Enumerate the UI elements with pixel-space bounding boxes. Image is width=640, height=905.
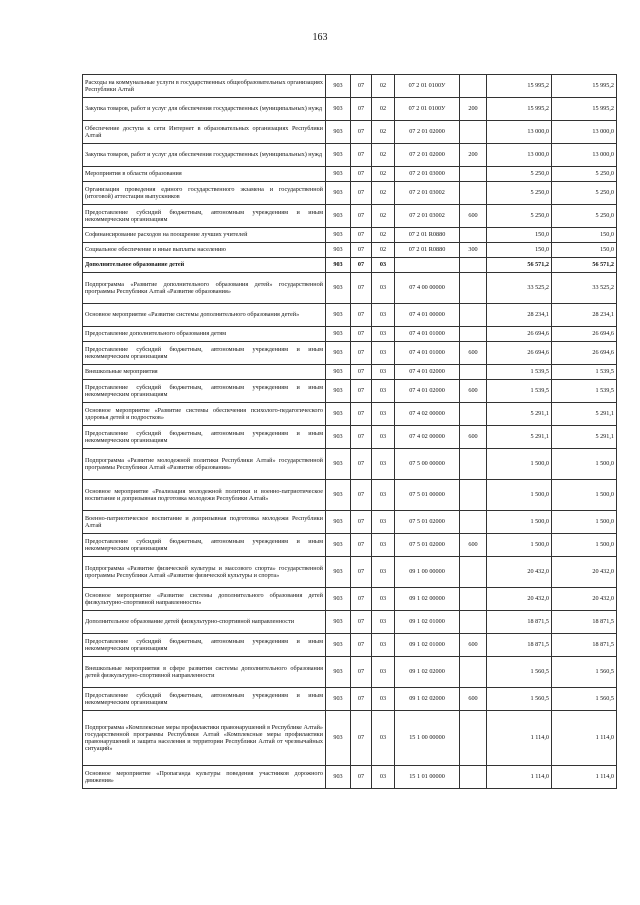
sum-year-1-cell: 15 995,2 xyxy=(487,75,552,98)
subsection-code-cell: 02 xyxy=(372,75,395,98)
grbs-code-cell: 903 xyxy=(326,711,351,766)
grbs-code-cell: 903 xyxy=(326,258,351,273)
expense-type-cell xyxy=(460,273,487,304)
subsection-code-cell: 03 xyxy=(372,480,395,511)
sum-year-2-cell: 20 432,0 xyxy=(552,588,617,611)
grbs-code-cell: 903 xyxy=(326,534,351,557)
sum-year-2-cell: 1 560,5 xyxy=(552,688,617,711)
grbs-code-cell: 903 xyxy=(326,766,351,789)
target-article-cell: 07 2 01 0100У xyxy=(395,98,460,121)
sum-year-2-cell: 26 694,6 xyxy=(552,327,617,342)
target-article-cell xyxy=(395,258,460,273)
subsection-code-cell: 03 xyxy=(372,534,395,557)
sum-year-1-cell: 5 250,0 xyxy=(487,205,552,228)
sum-year-2-cell: 18 871,5 xyxy=(552,634,617,657)
sum-year-1-cell: 1 500,0 xyxy=(487,534,552,557)
expense-type-cell xyxy=(460,228,487,243)
grbs-code-cell: 903 xyxy=(326,75,351,98)
expense-type-cell: 600 xyxy=(460,688,487,711)
sum-year-1-cell: 18 871,5 xyxy=(487,634,552,657)
section-code-cell: 07 xyxy=(351,657,372,688)
expense-type-cell xyxy=(460,327,487,342)
target-article-cell: 07 5 00 00000 xyxy=(395,449,460,480)
sum-year-2-cell: 1 500,0 xyxy=(552,534,617,557)
row-name-cell: Военно-патриотическое воспитание и допризывная подготовка молодежи Республики Алтай xyxy=(83,511,326,534)
table-row xyxy=(83,167,617,182)
row-name-cell: Предоставление субсидий бюджетным, автономным учреждениям и иным некоммерческим организациям xyxy=(83,688,326,711)
grbs-code-cell: 903 xyxy=(326,511,351,534)
target-article-cell: 09 1 02 00000 xyxy=(395,588,460,611)
table-row xyxy=(83,182,617,205)
subsection-code-cell: 03 xyxy=(372,449,395,480)
section-code-cell: 07 xyxy=(351,304,372,327)
sum-year-1-cell: 5 291,1 xyxy=(487,426,552,449)
expense-type-cell xyxy=(460,480,487,511)
grbs-code-cell: 903 xyxy=(326,557,351,588)
target-article-cell: 07 5 01 02000 xyxy=(395,534,460,557)
expense-type-cell xyxy=(460,258,487,273)
sum-year-2-cell: 1 560,5 xyxy=(552,657,617,688)
target-article-cell: 07 2 01 R0880 xyxy=(395,228,460,243)
row-name-cell: Основное мероприятие «Реализация молодежной политики и военно-патриотическое воспитание и допризывная подготовка молодежи Республики Алтай» xyxy=(83,480,326,511)
grbs-code-cell: 903 xyxy=(326,403,351,426)
section-code-cell: 07 xyxy=(351,182,372,205)
target-article-cell: 07 5 01 02000 xyxy=(395,511,460,534)
row-name-cell: Мероприятия в области образования xyxy=(83,167,326,182)
expense-type-cell xyxy=(460,121,487,144)
sum-year-1-cell: 18 871,5 xyxy=(487,611,552,634)
sum-year-1-cell: 26 694,6 xyxy=(487,327,552,342)
sum-year-2-cell: 1 500,0 xyxy=(552,480,617,511)
subsection-code-cell: 02 xyxy=(372,228,395,243)
target-article-cell: 09 1 02 02000 xyxy=(395,657,460,688)
section-code-cell: 07 xyxy=(351,243,372,258)
expense-type-cell xyxy=(460,766,487,789)
table-row xyxy=(83,711,617,766)
target-article-cell: 07 2 01 03000 xyxy=(395,167,460,182)
table-row xyxy=(83,273,617,304)
table-row xyxy=(83,144,617,167)
subsection-code-cell: 03 xyxy=(372,688,395,711)
section-code-cell: 07 xyxy=(351,426,372,449)
section-code-cell: 07 xyxy=(351,365,372,380)
expense-type-cell xyxy=(460,75,487,98)
grbs-code-cell: 903 xyxy=(326,426,351,449)
row-name-cell: Софинансирование расходов на поощрение лучших учителей xyxy=(83,228,326,243)
section-code-cell: 07 xyxy=(351,258,372,273)
sum-year-1-cell: 33 525,2 xyxy=(487,273,552,304)
expense-type-cell: 600 xyxy=(460,342,487,365)
subsection-code-cell: 03 xyxy=(372,342,395,365)
target-article-cell: 07 2 01 03002 xyxy=(395,205,460,228)
page-number: 163 xyxy=(312,32,328,43)
sum-year-2-cell: 5 250,0 xyxy=(552,167,617,182)
subsection-code-cell: 03 xyxy=(372,657,395,688)
subsection-code-cell: 02 xyxy=(372,167,395,182)
subsection-code-cell: 02 xyxy=(372,121,395,144)
grbs-code-cell: 903 xyxy=(326,688,351,711)
section-code-cell: 07 xyxy=(351,511,372,534)
section-code-cell: 07 xyxy=(351,342,372,365)
table-row xyxy=(83,426,617,449)
budget-table-body xyxy=(83,75,617,789)
table-row xyxy=(83,304,617,327)
table-row xyxy=(83,98,617,121)
table-row xyxy=(83,342,617,365)
subsection-code-cell: 03 xyxy=(372,304,395,327)
row-name-cell: Предоставление субсидий бюджетным, автономным учреждениям и иным некоммерческим организациям xyxy=(83,342,326,365)
sum-year-1-cell: 15 995,2 xyxy=(487,98,552,121)
row-name-cell: Предоставление субсидий бюджетным, автономным учреждениям и иным некоммерческим организациям xyxy=(83,634,326,657)
expense-type-cell: 300 xyxy=(460,243,487,258)
row-name-cell: Подпрограмма «Комплексные меры профилактики правонарушений в Республике Алтай» государственной программы Республики Алтай «Комплексные меры профилактики правонарушений и защита населения и территории Республики Алтай от чрезвычайных ситуаций» xyxy=(83,711,326,766)
target-article-cell: 07 4 00 00000 xyxy=(395,273,460,304)
expense-type-cell: 600 xyxy=(460,534,487,557)
subsection-code-cell: 03 xyxy=(372,380,395,403)
row-name-cell: Расходы на коммунальные услуги в государственных общеобразовательных организациях Республики Алтай xyxy=(83,75,326,98)
row-name-cell: Подпрограмма «Развитие молодежной политики Республики Алтай» государственной программы Республики Алтай «Развитие образования» xyxy=(83,449,326,480)
target-article-cell: 07 4 01 01000 xyxy=(395,342,460,365)
subsection-code-cell: 02 xyxy=(372,243,395,258)
target-article-cell: 09 1 02 02000 xyxy=(395,688,460,711)
row-name-cell: Подпрограмма «Развитие физической культуры и массового спорта» государственной программы Республики Алтай «Развитие физической культуры и спорта» xyxy=(83,557,326,588)
table-row xyxy=(83,557,617,588)
section-code-cell: 07 xyxy=(351,766,372,789)
section-code-cell: 07 xyxy=(351,167,372,182)
sum-year-2-cell: 18 871,5 xyxy=(552,611,617,634)
table-row xyxy=(83,449,617,480)
sum-year-2-cell: 150,0 xyxy=(552,243,617,258)
section-code-cell: 07 xyxy=(351,75,372,98)
target-article-cell: 09 1 00 00000 xyxy=(395,557,460,588)
grbs-code-cell: 903 xyxy=(326,167,351,182)
expense-type-cell xyxy=(460,403,487,426)
sum-year-2-cell: 5 250,0 xyxy=(552,182,617,205)
row-name-cell: Внешкольные мероприятия xyxy=(83,365,326,380)
sum-year-1-cell: 56 571,2 xyxy=(487,258,552,273)
sum-year-1-cell: 150,0 xyxy=(487,243,552,258)
table-row xyxy=(83,688,617,711)
grbs-code-cell: 903 xyxy=(326,327,351,342)
row-name-cell: Основное мероприятие «Пропаганда культуры поведения участников дорожного движения» xyxy=(83,766,326,789)
expense-type-cell xyxy=(460,588,487,611)
target-article-cell: 07 4 01 02000 xyxy=(395,365,460,380)
grbs-code-cell: 903 xyxy=(326,182,351,205)
sum-year-1-cell: 28 234,1 xyxy=(487,304,552,327)
section-code-cell: 07 xyxy=(351,98,372,121)
sum-year-2-cell: 1 114,0 xyxy=(552,711,617,766)
subsection-code-cell: 03 xyxy=(372,766,395,789)
row-name-cell: Организация проведения единого государственного экзамена и государственной (итоговой) аттестации выпускников xyxy=(83,182,326,205)
subsection-code-cell: 02 xyxy=(372,98,395,121)
subsection-code-cell: 03 xyxy=(372,511,395,534)
sum-year-1-cell: 1 114,0 xyxy=(487,766,552,789)
expense-type-cell xyxy=(460,557,487,588)
expense-type-cell: 600 xyxy=(460,634,487,657)
sum-year-2-cell: 13 000,0 xyxy=(552,144,617,167)
target-article-cell: 07 4 02 00000 xyxy=(395,403,460,426)
sum-year-2-cell: 1 539,5 xyxy=(552,365,617,380)
table-row xyxy=(83,327,617,342)
grbs-code-cell: 903 xyxy=(326,98,351,121)
sum-year-2-cell: 26 694,6 xyxy=(552,342,617,365)
subsection-code-cell: 03 xyxy=(372,403,395,426)
expense-type-cell xyxy=(460,511,487,534)
grbs-code-cell: 903 xyxy=(326,144,351,167)
table-row xyxy=(83,205,617,228)
target-article-cell: 15 1 00 00000 xyxy=(395,711,460,766)
grbs-code-cell: 903 xyxy=(326,657,351,688)
sum-year-1-cell: 20 432,0 xyxy=(487,557,552,588)
expense-type-cell: 600 xyxy=(460,380,487,403)
grbs-code-cell: 903 xyxy=(326,480,351,511)
row-name-cell: Обеспечение доступа к сети Интернет в образовательных организациях Республики Алтай xyxy=(83,121,326,144)
target-article-cell: 07 4 01 00000 xyxy=(395,304,460,327)
row-name-cell: Основное мероприятие «Развитие системы дополнительного образования детей физкультурно-спортивной направленности» xyxy=(83,588,326,611)
section-code-cell: 07 xyxy=(351,688,372,711)
table-row xyxy=(83,634,617,657)
table-row xyxy=(83,121,617,144)
row-name-cell: Предоставление субсидий бюджетным, автономным учреждениям и иным некоммерческим организациям xyxy=(83,205,326,228)
sum-year-1-cell: 1 560,5 xyxy=(487,688,552,711)
sum-year-2-cell: 33 525,2 xyxy=(552,273,617,304)
sum-year-2-cell: 28 234,1 xyxy=(552,304,617,327)
sum-year-1-cell: 1 539,5 xyxy=(487,380,552,403)
expense-type-cell: 200 xyxy=(460,98,487,121)
sum-year-1-cell: 5 250,0 xyxy=(487,182,552,205)
subsection-code-cell: 03 xyxy=(372,711,395,766)
target-article-cell: 09 1 02 01000 xyxy=(395,611,460,634)
sum-year-2-cell: 5 291,1 xyxy=(552,426,617,449)
row-name-cell: Предоставление дополнительного образования детям xyxy=(83,327,326,342)
table-row xyxy=(83,228,617,243)
table-row xyxy=(83,480,617,511)
row-name-cell: Закупка товаров, работ и услуг для обеспечения государственных (муниципальных) нужд xyxy=(83,98,326,121)
expense-type-cell xyxy=(460,711,487,766)
table-row xyxy=(83,258,617,273)
row-name-cell: Дополнительное образование детей xyxy=(83,258,326,273)
row-name-cell: Основное мероприятие «Развитие системы обеспечения психолого-педагогического здоровья детей и подростков» xyxy=(83,403,326,426)
expense-type-cell xyxy=(460,167,487,182)
row-name-cell: Закупка товаров, работ и услуг для обеспечения государственных (муниципальных) нужд xyxy=(83,144,326,167)
grbs-code-cell: 903 xyxy=(326,611,351,634)
section-code-cell: 07 xyxy=(351,273,372,304)
table-row xyxy=(83,511,617,534)
table-row xyxy=(83,657,617,688)
target-article-cell: 07 2 01 03002 xyxy=(395,182,460,205)
subsection-code-cell: 03 xyxy=(372,611,395,634)
grbs-code-cell: 903 xyxy=(326,634,351,657)
sum-year-1-cell: 1 500,0 xyxy=(487,449,552,480)
grbs-code-cell: 903 xyxy=(326,588,351,611)
sum-year-2-cell: 20 432,0 xyxy=(552,557,617,588)
sum-year-1-cell: 1 539,5 xyxy=(487,365,552,380)
sum-year-1-cell: 26 694,6 xyxy=(487,342,552,365)
subsection-code-cell: 02 xyxy=(372,144,395,167)
target-article-cell: 07 2 01 0100У xyxy=(395,75,460,98)
section-code-cell: 07 xyxy=(351,121,372,144)
sum-year-2-cell: 1 500,0 xyxy=(552,449,617,480)
section-code-cell: 07 xyxy=(351,611,372,634)
subsection-code-cell: 03 xyxy=(372,588,395,611)
grbs-code-cell: 903 xyxy=(326,449,351,480)
sum-year-2-cell: 5 291,1 xyxy=(552,403,617,426)
row-name-cell: Предоставление субсидий бюджетным, автономным учреждениям и иным некоммерческим организациям xyxy=(83,534,326,557)
expense-type-cell xyxy=(460,304,487,327)
grbs-code-cell: 903 xyxy=(326,380,351,403)
row-name-cell: Основное мероприятие «Развитие системы дополнительного образования детей» xyxy=(83,304,326,327)
grbs-code-cell: 903 xyxy=(326,342,351,365)
row-name-cell: Дополнительное образование детей физкультурно-спортивной направленности xyxy=(83,611,326,634)
grbs-code-cell: 903 xyxy=(326,205,351,228)
expense-type-cell xyxy=(460,365,487,380)
sum-year-2-cell: 1 539,5 xyxy=(552,380,617,403)
target-article-cell: 07 2 01 02000 xyxy=(395,144,460,167)
grbs-code-cell: 903 xyxy=(326,273,351,304)
sum-year-1-cell: 1 500,0 xyxy=(487,480,552,511)
row-name-cell: Предоставление субсидий бюджетным, автономным учреждениям и иным некоммерческим организациям xyxy=(83,426,326,449)
subsection-code-cell: 03 xyxy=(372,258,395,273)
sum-year-2-cell: 1 500,0 xyxy=(552,511,617,534)
subsection-code-cell: 03 xyxy=(372,426,395,449)
sum-year-1-cell: 1 114,0 xyxy=(487,711,552,766)
target-article-cell: 07 4 01 02000 xyxy=(395,380,460,403)
target-article-cell: 07 2 01 R0880 xyxy=(395,243,460,258)
sum-year-1-cell: 150,0 xyxy=(487,228,552,243)
section-code-cell: 07 xyxy=(351,534,372,557)
target-article-cell: 07 4 01 01000 xyxy=(395,327,460,342)
sum-year-2-cell: 56 571,2 xyxy=(552,258,617,273)
table-row xyxy=(83,403,617,426)
table-row xyxy=(83,611,617,634)
target-article-cell: 07 2 01 02000 xyxy=(395,121,460,144)
subsection-code-cell: 03 xyxy=(372,634,395,657)
section-code-cell: 07 xyxy=(351,403,372,426)
grbs-code-cell: 903 xyxy=(326,121,351,144)
sum-year-2-cell: 150,0 xyxy=(552,228,617,243)
sum-year-1-cell: 1 500,0 xyxy=(487,511,552,534)
table-row xyxy=(83,588,617,611)
target-article-cell: 07 4 02 00000 xyxy=(395,426,460,449)
sum-year-1-cell: 1 560,5 xyxy=(487,657,552,688)
expense-type-cell xyxy=(460,611,487,634)
grbs-code-cell: 903 xyxy=(326,243,351,258)
row-name-cell: Внешкольные мероприятия в сфере развития системы дополнительного образования детей физкультурно-спортивной направленности xyxy=(83,657,326,688)
sum-year-2-cell: 13 000,0 xyxy=(552,121,617,144)
grbs-code-cell: 903 xyxy=(326,365,351,380)
section-code-cell: 07 xyxy=(351,228,372,243)
sum-year-1-cell: 13 000,0 xyxy=(487,144,552,167)
expense-type-cell xyxy=(460,657,487,688)
sum-year-1-cell: 13 000,0 xyxy=(487,121,552,144)
table-row xyxy=(83,380,617,403)
table-row xyxy=(83,534,617,557)
table-row xyxy=(83,365,617,380)
budget-table xyxy=(82,74,617,789)
sum-year-1-cell: 20 432,0 xyxy=(487,588,552,611)
subsection-code-cell: 03 xyxy=(372,327,395,342)
section-code-cell: 07 xyxy=(351,380,372,403)
sum-year-2-cell: 1 114,0 xyxy=(552,766,617,789)
section-code-cell: 07 xyxy=(351,144,372,167)
expense-type-cell xyxy=(460,449,487,480)
grbs-code-cell: 903 xyxy=(326,304,351,327)
section-code-cell: 07 xyxy=(351,588,372,611)
row-name-cell: Подпрограмма «Развитие дополнительного образования детей» государственной программы Республики Алтай «Развитие образования» xyxy=(83,273,326,304)
expense-type-cell xyxy=(460,182,487,205)
section-code-cell: 07 xyxy=(351,711,372,766)
table-row xyxy=(83,766,617,789)
subsection-code-cell: 02 xyxy=(372,205,395,228)
section-code-cell: 07 xyxy=(351,557,372,588)
sum-year-2-cell: 15 995,2 xyxy=(552,75,617,98)
section-code-cell: 07 xyxy=(351,449,372,480)
sum-year-2-cell: 15 995,2 xyxy=(552,98,617,121)
subsection-code-cell: 03 xyxy=(372,273,395,304)
target-article-cell: 09 1 02 01000 xyxy=(395,634,460,657)
table-row xyxy=(83,75,617,98)
subsection-code-cell: 03 xyxy=(372,557,395,588)
sum-year-2-cell: 5 250,0 xyxy=(552,205,617,228)
section-code-cell: 07 xyxy=(351,634,372,657)
subsection-code-cell: 03 xyxy=(372,365,395,380)
sum-year-1-cell: 5 250,0 xyxy=(487,167,552,182)
row-name-cell: Социальное обеспечение и иные выплаты населению xyxy=(83,243,326,258)
row-name-cell: Предоставление субсидий бюджетным, автономным учреждениям и иным некоммерческим организациям xyxy=(83,380,326,403)
expense-type-cell: 200 xyxy=(460,144,487,167)
target-article-cell: 07 5 01 00000 xyxy=(395,480,460,511)
sum-year-1-cell: 5 291,1 xyxy=(487,403,552,426)
section-code-cell: 07 xyxy=(351,480,372,511)
section-code-cell: 07 xyxy=(351,327,372,342)
grbs-code-cell: 903 xyxy=(326,228,351,243)
table-row xyxy=(83,243,617,258)
subsection-code-cell: 02 xyxy=(372,182,395,205)
expense-type-cell: 600 xyxy=(460,426,487,449)
expense-type-cell: 600 xyxy=(460,205,487,228)
section-code-cell: 07 xyxy=(351,205,372,228)
target-article-cell: 15 1 01 00000 xyxy=(395,766,460,789)
